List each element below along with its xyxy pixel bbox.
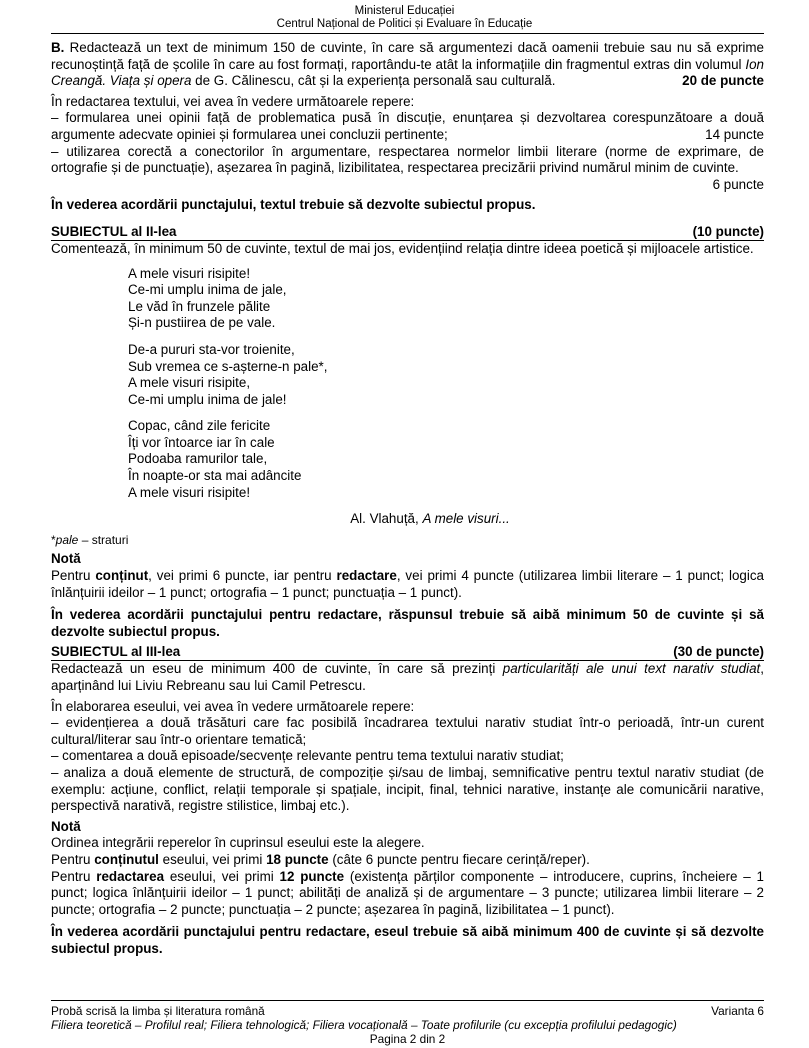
center-name: Centrul Național de Politici și Evaluare în Educație [276, 18, 533, 30]
page-content [51, 33, 764, 958]
part-b-item2: – utilizarea corectă a conectorilor în argumentare, respectarea normelor limbii literare (norme de exprimare, de ortografie și de punctuație), așezarea în pagină, lizibilitatea, respectarea precizării privind numărul minim de cuvinte. [51, 143, 764, 176]
subiect-2-note-title: Notă [51, 551, 81, 567]
subiect-3-item2: – comentarea a două episoade/secvențe relevante pentru tema textului narativ studiat; [51, 748, 564, 764]
footnote: *pale – straturi [51, 532, 129, 547]
poem [128, 266, 764, 502]
poem-author: Al. Vlahuță, A mele visuri... [350, 511, 510, 527]
document-header [0, 0, 809, 31]
subiect-3-note-bold: În vederea acordării punctajului pentru redactare, eseul trebuie să aibă minimum 400 de cuvinte și să dezvolte subiectul propus. [51, 924, 764, 956]
part-b-note: În vederea acordării punctajului, textul trebuie să dezvolte subiectul propus. [51, 197, 536, 213]
subiect-2-instruction: Comentează, în minimum 50 de cuvinte, textul de mai jos, evidențiind relația dintre ideea poetică și mijloacele artistice. [51, 240, 754, 256]
subiect-2-note-bold: În vederea acordării punctajului pentru redactare, răspunsul trebuie să aibă minimum 50 de cuvinte și să dezvolte subiectul propus. [51, 607, 764, 639]
footer-variant: Varianta 6 [711, 1004, 764, 1018]
subiect-2-heading: SUBIECTUL al II-lea (10 puncte) [51, 223, 764, 239]
footer-page-number: Pagina 2 din 2 [369, 1032, 446, 1047]
document-footer [51, 1000, 764, 1047]
part-b-item2-points: 6 puncte [712, 176, 764, 192]
subiect-3-note-l3: Pentru redactarea eseului, vei primi 12 puncte (existența părților componente – introducere, cuprins, încheiere – 1 punct; logica înlănțuirii ideilor – 1 punct; abilități de analiză și de argumentare – 3 puncte; utilizarea limbii literare – 2 puncte; ortografia – 2 puncte; punctuația – 2 puncte; așezarea în pagină, lizibilitatea – 1 punct). [51, 868, 764, 917]
subiect-3-note-l1: Ordinea integrării reperelor în cuprinsul eseului este la alegere. [51, 835, 425, 851]
poem-stanza-1: A mele visuri risipite! Ce-mi umplu inima de jale, Le văd în frunzele pălite Și-n pustiirea de pe vale. [128, 265, 287, 331]
subiect-3-item3: – analiza a două elemente de structură, de compoziție și/sau de limbaj, semnificative pentru textul narativ studiat (de exemplu: acțiune, conflict, relații temporale și spațiale, incipit, final, tehnici narative, instanțe ale comunicării narative, perspectivă narativă, registre stilistice, limbaj etc.). [51, 764, 764, 814]
subiect-3-heading: SUBIECTUL al III-lea (30 de puncte) [51, 644, 764, 660]
part-b-task: B. Redactează un text de minimum 150 de cuvinte, în care să argumentezi dacă oamenii trebuie sau nu să exprime recunoștință față de școlile în care au fost formați, raportându-te atât la informațiile din fragmentul extras din volumul Ion Creangă. Viața și opera de G. Călinescu, cât și la experiența personală sau culturală. 20 de puncte [51, 40, 764, 89]
part-b-points: 20 de puncte [682, 73, 764, 89]
subiect-3-note-l2: Pentru conținutul eseului, vei primi 18 puncte (câte 6 puncte pentru fiecare cerință/reper). [51, 851, 590, 867]
part-b-guide-intro: În redactarea textului, vei avea în vedere următoarele repere: [51, 93, 415, 109]
footer-profiles: Filiera teoretică – Profilul real; Filiera tehnologică; Filiera vocațională – Toate profilurile (cu excepția profilului pedagogic) [51, 1018, 677, 1033]
subiect-3-note-title: Notă [51, 818, 81, 834]
footer-exam-name: Probă scrisă la limba și literatura română [51, 1004, 265, 1018]
subiect-3-instruction: Redactează un eseu de minimum 400 de cuvinte, în care să prezinți particularități ale unui text narativ studiat, aparținând lui Liviu Rebreanu sau lui Camil Petrescu. [51, 661, 764, 693]
ministry-name: Ministerul Educației [354, 5, 455, 17]
subiect-2-note: Pentru conținut, vei primi 6 puncte, iar pentru redactare, vei primi 4 puncte (utilizarea limbii literare – 1 punct; logica înlănțuirii ideilor – 1 punct; ortografia – 1 punct; punctuația – 1 punct). [51, 568, 764, 600]
subiect-3-item1: – evidențierea a două trăsături care fac posibilă încadrarea textului narativ studiat într-o perioadă, într-un curent cultural/literar sau într-o orientare tematică; [51, 715, 764, 747]
poem-stanza-3: Copac, când zile fericite Îți vor întoarce iar în cale Podoaba ramurilor tale, În noapte-or sta mai adâncite A mele visuri risipite! [128, 418, 302, 500]
poem-stanza-2: De-a pururi sta-vor troienite, Sub vremea ce s-așterne-n pale*, A mele visuri risipite, Ce-mi umplu inima de jale! [128, 341, 328, 407]
part-b-item1: – formularea unei opinii față de problematica pusă în discuție, enunțarea și dezvoltarea corespunzătoare a două argumente adecvate opiniei și formularea unei concluzii pertinente; 14 puncte [51, 110, 764, 142]
subiect-3-guide-intro: În elaborarea eseului, vei avea în vedere următoarele repere: [51, 698, 415, 714]
